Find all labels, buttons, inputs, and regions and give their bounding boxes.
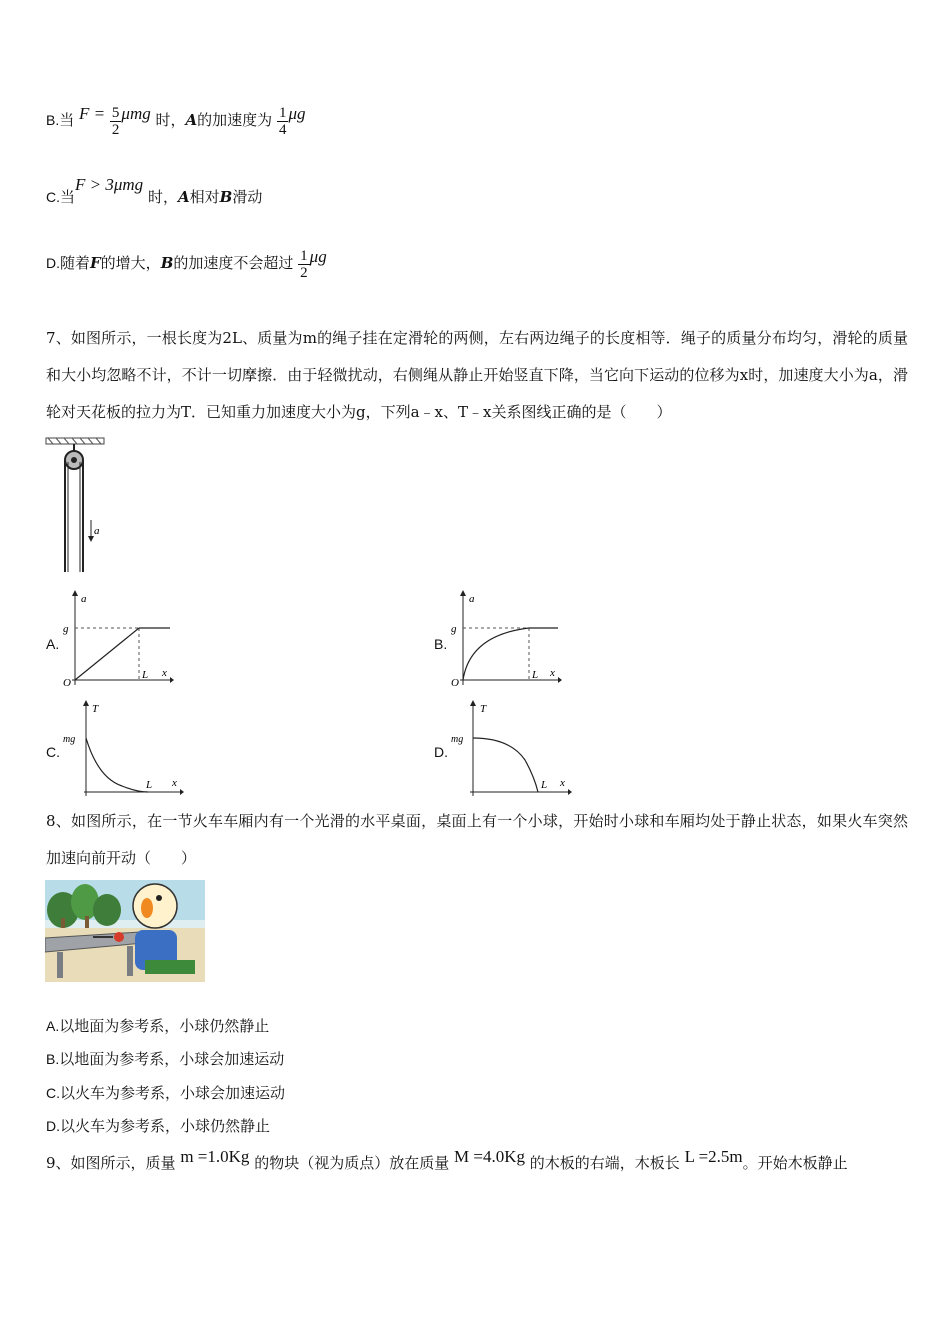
- fraction-1-4: $\frac{1}{4}$: [278, 104, 287, 138]
- mark-label: L: [532, 669, 539, 681]
- text: 的加速度不会超过: [173, 254, 294, 272]
- text: 的木板的右端，木板长: [529, 1154, 680, 1172]
- option-text: 以地面为参考系，小球会加速运动: [59, 1050, 285, 1068]
- q8-option-c: [46, 1082, 285, 1103]
- graph-d: [450, 700, 572, 798]
- option-label: D.: [46, 255, 60, 271]
- option-text: 以火车为参考系，小球会加速运动: [60, 1084, 286, 1102]
- question-8-text: 8、如图所示，在一节火车车厢内有一个光滑的水平桌面，桌面上有一个小球，开始时小球和车厢均处于静止状态，如果火车突然加速向前开动（ ）: [46, 812, 908, 867]
- level-label: mg: [63, 734, 76, 745]
- option-label: B.: [46, 112, 60, 128]
- formula-mug: μg: [309, 247, 327, 266]
- option-d-line: [46, 247, 327, 281]
- formula-mumg: μmg: [121, 104, 151, 123]
- pulley-figure: [44, 436, 108, 576]
- graph-c-label: C.: [46, 744, 60, 760]
- text: 的增大，: [100, 254, 161, 272]
- formula-M: M =4.0Kg: [454, 1147, 525, 1166]
- text: 随着: [60, 254, 91, 272]
- y-axis-label: a: [469, 593, 475, 605]
- var-a: A: [177, 188, 190, 206]
- var-b: B: [160, 254, 174, 272]
- curve-c: [86, 738, 148, 792]
- formula-condition: F > 3μmg: [75, 175, 144, 194]
- q8-option-b: [46, 1048, 284, 1069]
- question-9-text: [46, 1147, 848, 1173]
- level-label: mg: [451, 734, 464, 745]
- mark-label: L: [142, 669, 149, 681]
- fraction-1-2: $\frac{1}{2}$: [300, 247, 308, 281]
- origin-label: O: [451, 677, 459, 688]
- option-label: C.: [46, 189, 60, 205]
- formula-mug: μg: [288, 104, 306, 123]
- var-f: F: [90, 254, 101, 272]
- level-label: g: [63, 623, 69, 635]
- option-text: 以火车为参考系，小球仍然静止: [60, 1117, 271, 1135]
- option-label: B.: [46, 1051, 60, 1067]
- var-b: B: [219, 188, 233, 206]
- option-label: A.: [46, 1018, 60, 1034]
- graph-b: [450, 590, 562, 688]
- option-text: 以地面为参考系，小球仍然静止: [59, 1017, 270, 1035]
- acceleration-label: a: [94, 525, 100, 537]
- text: 时，: [147, 188, 178, 206]
- curve-b: [463, 628, 529, 680]
- option-label: D.: [46, 1118, 60, 1134]
- graph-b-label: B.: [434, 636, 448, 652]
- var-a: A: [185, 111, 198, 129]
- option-label: C.: [46, 1085, 60, 1101]
- text: 时，: [155, 111, 186, 129]
- x-axis-label: x: [560, 777, 565, 789]
- x-axis-label: x: [172, 777, 177, 789]
- mark-label: L: [541, 779, 548, 791]
- text: 。开始木板静止: [742, 1154, 848, 1172]
- train-illustration: [45, 880, 205, 982]
- option-c-line: [46, 175, 263, 207]
- text: 9、如图所示，质量: [46, 1154, 176, 1172]
- text: 相对: [189, 188, 220, 206]
- graph-c: [62, 700, 184, 798]
- text: 的物块（视为质点）放在质量: [254, 1154, 450, 1172]
- text: 当: [59, 111, 75, 129]
- level-label: g: [451, 623, 457, 635]
- text: 当: [60, 188, 76, 206]
- graph-a-label: A.: [46, 636, 60, 652]
- mark-label: L: [146, 779, 153, 791]
- y-axis-label: a: [81, 593, 87, 605]
- x-axis-label: x: [550, 667, 555, 679]
- formula-f: F =: [79, 104, 106, 123]
- formula-L: L =2.5m: [684, 1147, 743, 1166]
- formula-m: m =1.0Kg: [180, 1147, 250, 1166]
- q8-option-d: [46, 1115, 270, 1136]
- y-axis-label: T: [480, 703, 487, 715]
- curve-d: [473, 738, 538, 792]
- y-axis-label: T: [92, 703, 99, 715]
- graph-a: [62, 590, 174, 688]
- option-b-line: [46, 104, 306, 138]
- fraction-5-2: $\frac{5}{2}$: [111, 104, 120, 138]
- text: 的加速度为: [197, 111, 273, 129]
- text: 滑动: [232, 188, 263, 206]
- q8-option-a: [46, 1015, 269, 1036]
- x-axis-label: x: [162, 667, 167, 679]
- origin-label: O: [63, 677, 71, 688]
- curve-a: [75, 628, 139, 680]
- question-7-text: 7、如图所示，一根长度为2L、质量为m的绳子挂在定滑轮的两侧，左右两边绳子的长度相等．绳子的质量分布均匀，滑轮的质量和大小均忽略不计，不计一切摩擦．由于轻微扰动，右侧绳从静止开始竖直下降，当它向下运动的位移为x时，加速度大小为a，滑轮对天花板的拉力为T．已知重力加速度大小为g，下列a﹣x、T﹣x关系图线正确的是（ ）: [46, 329, 908, 421]
- graph-d-label: D.: [434, 744, 448, 760]
